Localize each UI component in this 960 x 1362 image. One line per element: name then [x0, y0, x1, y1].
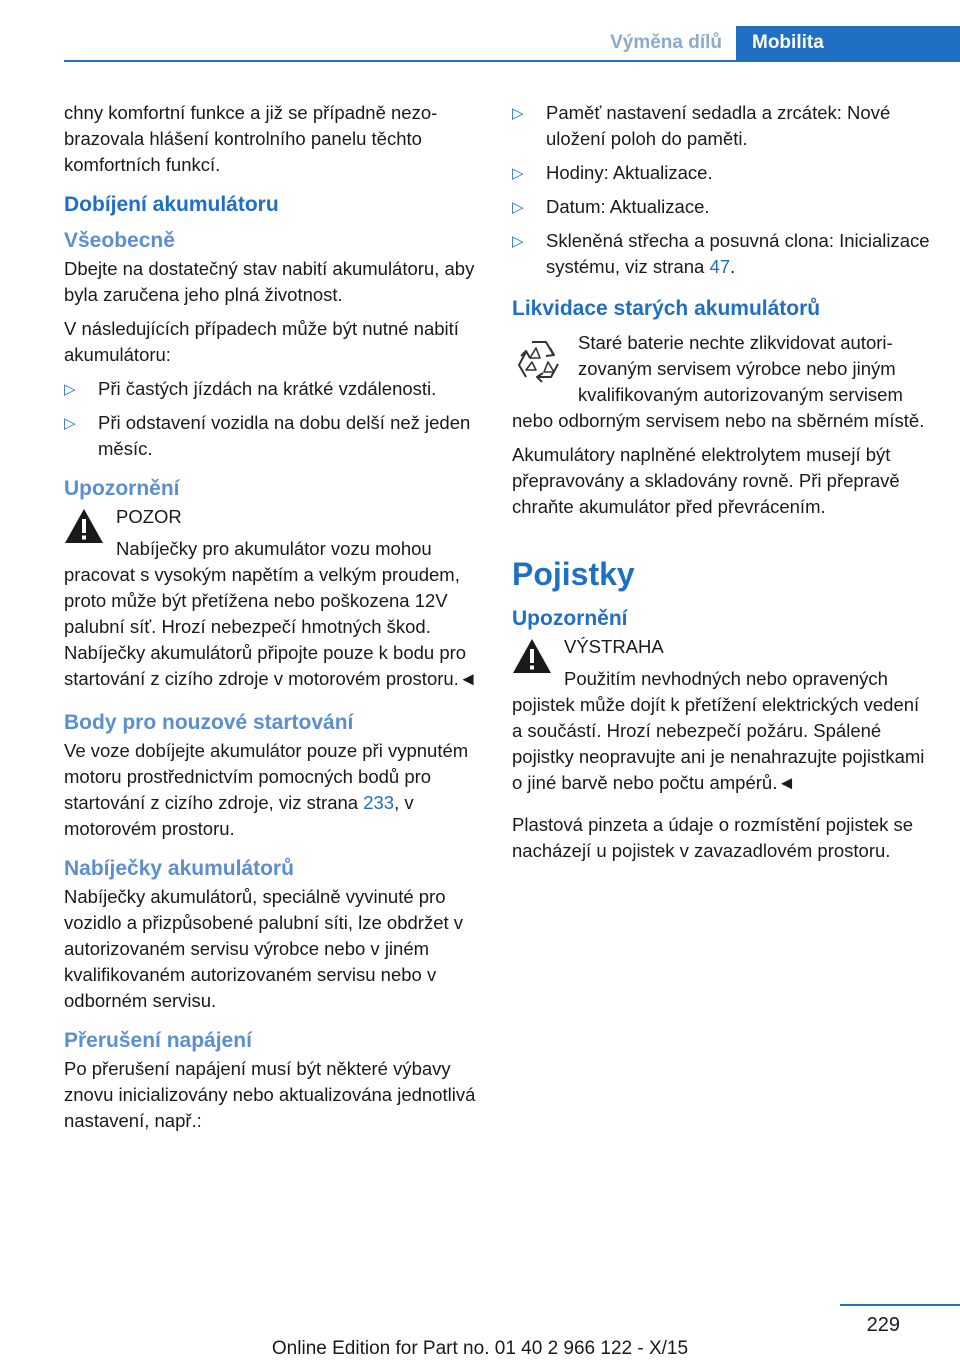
edition-footer: Online Edition for Part no. 01 40 2 966 122 - X/15 [271, 1338, 689, 1359]
heading-battery-disposal: Likvidace starých akumulátorů [512, 297, 821, 320]
cases-paragraph: V následujících případech může být nutné nabití akumulátoru: [64, 318, 459, 365]
general-paragraph: Dbejte na dostatečný stav nabití akumulátoru, aby byla zaručena jeho plná životnost. [64, 258, 475, 305]
list-item: ▷ Datum: Aktualizace. [512, 194, 930, 220]
triangle-bullet-icon: ▷ [512, 233, 524, 250]
heading-jump-start-points: Body pro nouzové startování [64, 711, 354, 734]
warning-label: POZOR [116, 506, 182, 527]
electrolyte-paragraph: Akumulátory naplněné elektrolytem musejí být přepravovány a skladovány rovně. Při přepravě chraňte akumulátor před převrácením. [512, 444, 900, 517]
reset-settings-list [512, 100, 930, 280]
right-column [512, 100, 930, 872]
list-item: ▷ Při častých jízdách na krátké vzdálenosti. [64, 376, 478, 402]
footer-rule [840, 1304, 960, 1306]
warning-text: pracovat s vysokým napětím a velkým proudem, proto může být přetížena nebo poškozena 12V palubní síť. Hrozí nebezpečí hmotných škod. Nabíječky akumulátorů připojte pouze k bodu pro startování z cizího zdroje v motorovém prostoru.◄ [64, 564, 478, 689]
triangle-bullet-icon: ▷ [512, 105, 524, 122]
page-link-47[interactable]: 47 [709, 256, 731, 277]
jump-start-paragraph: Ve voze dobíjejte akumulátor pouze při vypnutém motoru prostřednictvím pomocných bodů pro startování z cizího zdroje, viz strana 233, v motorovém prostoru. [64, 740, 469, 839]
warning-first-line: Nabíječky pro akumulátor vozu mohou [116, 538, 432, 559]
interruption-paragraph: Po přerušení napájení musí být některé výbavy znovu inicializovány nebo aktualizována jednotlivá nastavení, např.: [64, 1058, 476, 1131]
warning-caution [64, 504, 478, 692]
list-item: ▷ Paměť nastavení sedadla a zrcátek: Nové uložení poloh do paměti. [512, 102, 891, 149]
disposal-rest-text: nebo odborným servisem nebo na sběrném místě. [512, 410, 925, 431]
triangle-bullet-icon: ▷ [64, 415, 76, 432]
list-item: ▷ Při odstavení vozidla na dobu delší než jeden měsíc. [64, 412, 471, 459]
heading-power-interruption: Přerušení napájení [64, 1029, 252, 1052]
warning-text: pojistek může dojít k přetížení elektrických vedení a součástí. Hrozí nebezpečí požáru. Spálené pojistky neopravujte ani je nenahrazujte pojistkami o jiné barvě nebo počtu ampérů.◄ [512, 694, 925, 793]
page-number: 229 [866, 1314, 900, 1336]
triangle-bullet-icon: ▷ [64, 381, 76, 398]
page-link-233[interactable]: 233 [363, 792, 395, 813]
section-tab-replacing-parts[interactable]: Výměna dílů [570, 26, 736, 60]
heading-battery-charging: Dobíjení akumulátoru [64, 193, 279, 216]
warning-label: VÝSTRAHA [564, 636, 664, 657]
heading-notice: Upozornění [64, 477, 180, 500]
heading-fuses: Pojistky [512, 556, 635, 592]
recycle-icon [512, 334, 566, 388]
chargers-paragraph: Nabíječky akumulátorů, speciálně vyvinuté pro vozidlo a přizpůsobené palubní síti, lze obdržet v autorizovaném servisu výrobce nebo v jiném kvalifikovaném autorizovaném servisu nebo v odborném servisu. [64, 886, 464, 1011]
warning-alert [512, 634, 930, 796]
left-column [64, 100, 478, 1142]
heading-battery-chargers: Nabíječky akumulátorů [64, 857, 294, 880]
page-header [0, 0, 960, 62]
heading-notice-fuses: Upozornění [512, 607, 628, 630]
warning-first-line: Použitím nevhodných nebo opravených [564, 668, 888, 689]
warning-triangle-icon [64, 508, 104, 544]
list-item: ▷ Skleněná střecha a posuvná clona: Inicializace systému, viz strana 47. [512, 230, 930, 277]
tweezers-paragraph: Plastová pinzeta a údaje o rozmístění pojistek se nacházejí u pojistek v zavazadlovém prostoru. [512, 814, 914, 861]
section-tab-mobility[interactable]: Mobilita [736, 26, 960, 60]
disposal-indented-text: Staré baterie nechte zlikvidovat autorizovaným servisem výrobce nebo jiným kvalifikovaným autorizovaným servisem [578, 332, 903, 405]
header-rule [64, 60, 960, 62]
intro-paragraph: chny komfortní funkce a již se případně nezobrazovala hlášení kontrolního panelu těchto komfortních funkcí. [64, 102, 438, 175]
triangle-bullet-icon: ▷ [512, 165, 524, 182]
heading-general: Všeobecně [64, 229, 175, 252]
triangle-bullet-icon: ▷ [512, 199, 524, 216]
warning-triangle-icon [512, 638, 552, 674]
disposal-note [512, 330, 930, 434]
charging-cases-list [64, 376, 478, 462]
list-item: ▷ Hodiny: Aktualizace. [512, 160, 930, 186]
